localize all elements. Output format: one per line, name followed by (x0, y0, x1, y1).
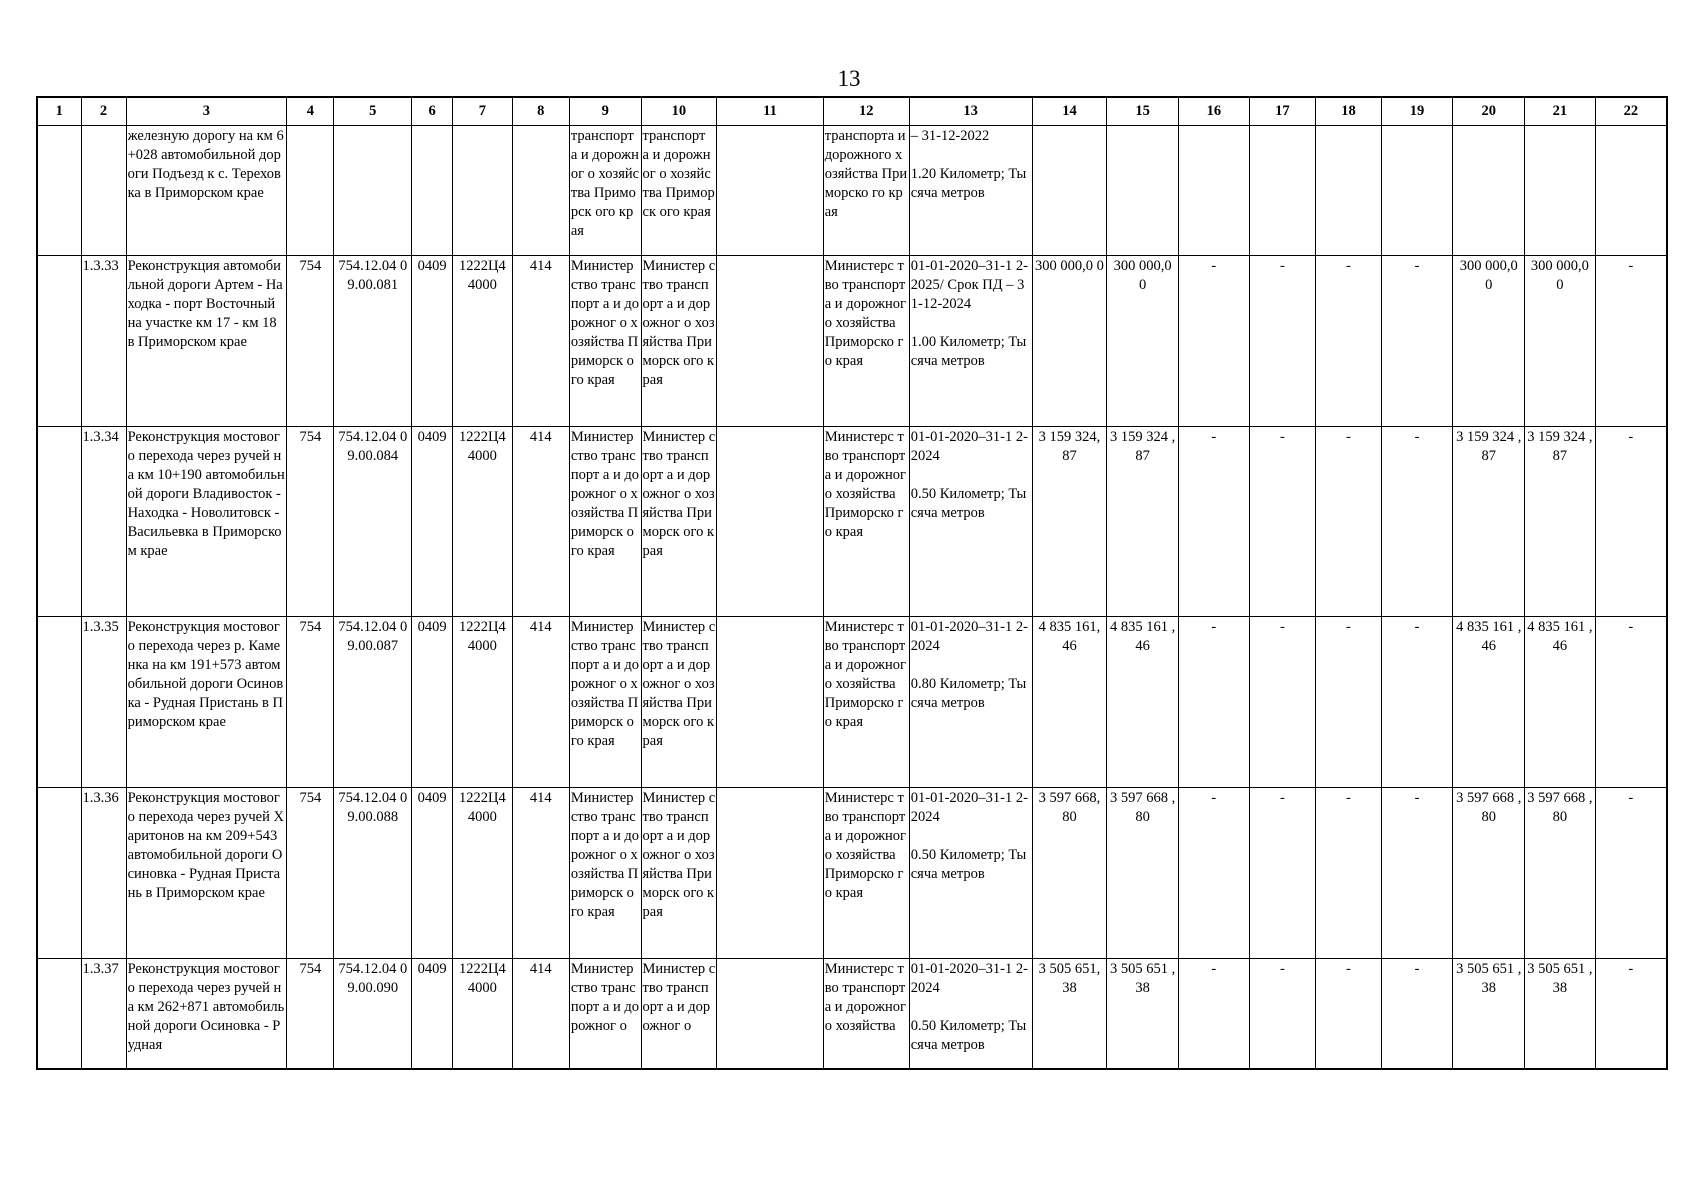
cell-col-17: - (1249, 959, 1316, 1070)
table-row (37, 256, 1667, 427)
column-header-3: 3 (126, 97, 287, 126)
cell-col-7: 1222Ц4 4000 (453, 788, 512, 959)
cell-col-10: Министер ство транспорт а и дорожног о (641, 959, 717, 1070)
cell-col-7: 1222Ц4 4000 (453, 617, 512, 788)
cell-col-21: 3 597 668 ,80 (1525, 788, 1596, 959)
cell-col-13: 01-01-2020–31-1 2-2024 0.50 Километр; Тысяча метров (909, 959, 1032, 1070)
cell-col-6: 0409 (412, 788, 453, 959)
cell-col-15: 4 835 161 ,46 (1107, 617, 1179, 788)
cell-col-15: 3 597 668 ,80 (1107, 788, 1179, 959)
cell-col-19: - (1381, 617, 1453, 788)
cell-col-22: - (1595, 959, 1667, 1070)
cell-col-8: 414 (512, 788, 569, 959)
cell-col-10: Министер ство транспорт а и дорожног о хозяйства Приморск ого края (641, 617, 717, 788)
cell-col-6: 0409 (412, 617, 453, 788)
cell-col-18 (1316, 126, 1382, 256)
cell-col-8: 414 (512, 617, 569, 788)
cell-col-8 (512, 126, 569, 256)
cell-col-3: Реконструкция автомобильной дороги Артем - Находка - порт Восточный на участке км 17 - км 18 в Приморском крае (126, 256, 287, 427)
column-header-21: 21 (1525, 97, 1596, 126)
cell-col-4: 754 (287, 256, 334, 427)
cell-col-20: 4 835 161 ,46 (1453, 617, 1525, 788)
cell-col-3: Реконструкция мостового перехода через ручей на км 262+871 автомобильной дороги Осиновка - Рудная (126, 959, 287, 1070)
cell-col-1 (37, 256, 81, 427)
cell-col-14: 300 000,0 0 (1032, 256, 1107, 427)
cell-col-15: 300 000,0 0 (1107, 256, 1179, 427)
table-row (37, 788, 1667, 959)
cell-col-14: 4 835 161, 46 (1032, 617, 1107, 788)
cell-col-10: Министер ство транспорт а и дорожног о хозяйства Приморск ого края (641, 788, 717, 959)
cell-col-18: - (1316, 617, 1382, 788)
cell-col-11 (717, 788, 823, 959)
cell-col-8: 414 (512, 959, 569, 1070)
cell-col-19: - (1381, 788, 1453, 959)
cell-col-12: транспорта и дорожного хозяйства Приморско го края (823, 126, 909, 256)
cell-col-2: 1.3.33 (81, 256, 126, 427)
cell-col-17: - (1249, 788, 1316, 959)
cell-col-19: - (1381, 256, 1453, 427)
cell-col-4: 754 (287, 427, 334, 617)
table-row (37, 617, 1667, 788)
cell-col-20: 3 505 651 ,38 (1453, 959, 1525, 1070)
cell-col-11 (717, 617, 823, 788)
cell-col-21 (1525, 126, 1596, 256)
cell-col-13: 01-01-2020–31-1 2-2024 0.50 Километр; Тысяча метров (909, 427, 1032, 617)
column-header-1: 1 (37, 97, 81, 126)
cell-col-11 (717, 126, 823, 256)
cell-col-13: 01-01-2020–31-1 2-2025/ Срок ПД – 31-12-2024 1.00 Километр; Тысяча метров (909, 256, 1032, 427)
cell-col-22: - (1595, 617, 1667, 788)
column-header-4: 4 (287, 97, 334, 126)
cell-col-2: 1.3.34 (81, 427, 126, 617)
cell-col-2: 1.3.36 (81, 788, 126, 959)
column-header-8: 8 (512, 97, 569, 126)
cell-col-6: 0409 (412, 959, 453, 1070)
column-header-6: 6 (412, 97, 453, 126)
cell-col-2: 1.3.37 (81, 959, 126, 1070)
cell-col-1 (37, 788, 81, 959)
column-header-12: 12 (823, 97, 909, 126)
cell-col-13: 01-01-2020–31-1 2-2024 0.80 Километр; Тысяча метров (909, 617, 1032, 788)
cell-col-1 (37, 617, 81, 788)
header-row (37, 97, 1667, 126)
column-header-19: 19 (1381, 97, 1453, 126)
cell-col-22 (1595, 126, 1667, 256)
cell-col-11 (717, 427, 823, 617)
column-header-14: 14 (1032, 97, 1107, 126)
column-header-11: 11 (717, 97, 823, 126)
cell-col-5: 754.12.04 09.00.084 (334, 427, 412, 617)
cell-col-10: транспорт а и дорожног о хозяйства Приморск ого края (641, 126, 717, 256)
cell-col-8: 414 (512, 427, 569, 617)
cell-col-22: - (1595, 427, 1667, 617)
cell-col-19 (1381, 126, 1453, 256)
cell-col-14 (1032, 126, 1107, 256)
cell-col-10: Министер ство транспорт а и дорожног о хозяйства Приморск ого края (641, 427, 717, 617)
cell-col-14: 3 597 668, 80 (1032, 788, 1107, 959)
cell-col-12: Министерс тво транспорта и дорожного хозяйства Приморско го края (823, 788, 909, 959)
cell-col-16: - (1179, 788, 1250, 959)
cell-col-22: - (1595, 256, 1667, 427)
cell-col-9: Министер ство транспорт а и дорожног о хозяйства Приморск ого края (569, 617, 641, 788)
page-number: 13 (837, 66, 861, 91)
column-header-18: 18 (1316, 97, 1382, 126)
cell-col-13: – 31-12-2022 1.20 Километр; Тысяча метров (909, 126, 1032, 256)
column-header-10: 10 (641, 97, 717, 126)
cell-col-19: - (1381, 427, 1453, 617)
column-header-13: 13 (909, 97, 1032, 126)
cell-col-1 (37, 126, 81, 256)
cell-col-9: транспорт а и дорожног о хозяйства Приморск ого края (569, 126, 641, 256)
cell-col-20: 3 159 324 ,87 (1453, 427, 1525, 617)
cell-col-12: Министерс тво транспорта и дорожного хозяйства (823, 959, 909, 1070)
column-header-16: 16 (1179, 97, 1250, 126)
cell-col-17: - (1249, 256, 1316, 427)
cell-col-5: 754.12.04 09.00.081 (334, 256, 412, 427)
cell-col-5: 754.12.04 09.00.090 (334, 959, 412, 1070)
cell-col-16: - (1179, 959, 1250, 1070)
cell-col-5 (334, 126, 412, 256)
cell-col-1 (37, 427, 81, 617)
cell-col-19: - (1381, 959, 1453, 1070)
column-header-15: 15 (1107, 97, 1179, 126)
cell-col-15: 3 159 324 ,87 (1107, 427, 1179, 617)
cell-col-7 (453, 126, 512, 256)
cell-col-4: 754 (287, 617, 334, 788)
program-table (36, 96, 1668, 1070)
cell-col-1 (37, 959, 81, 1070)
cell-col-3: Реконструкция мостового перехода через ручей на км 10+190 автомобильной дороги Владивосток - Находка - Новолитовск - Васильевка в Приморском крае (126, 427, 287, 617)
cell-col-21: 3 159 324 ,87 (1525, 427, 1596, 617)
column-header-17: 17 (1249, 97, 1316, 126)
column-header-22: 22 (1595, 97, 1667, 126)
cell-col-9: Министер ство транспорт а и дорожног о хозяйства Приморск ого края (569, 256, 641, 427)
cell-col-8: 414 (512, 256, 569, 427)
cell-col-7: 1222Ц4 4000 (453, 427, 512, 617)
cell-col-2: 1.3.35 (81, 617, 126, 788)
cell-col-16 (1179, 126, 1250, 256)
cell-col-11 (717, 256, 823, 427)
cell-col-3: Реконструкция мостового перехода через р. Каменка на км 191+573 автомобильной дороги Осиновка - Рудная Пристань в Приморском крае (126, 617, 287, 788)
cell-col-17 (1249, 126, 1316, 256)
table-row (37, 959, 1667, 1070)
cell-col-18: - (1316, 256, 1382, 427)
cell-col-15 (1107, 126, 1179, 256)
cell-col-4: 754 (287, 959, 334, 1070)
cell-col-6 (412, 126, 453, 256)
cell-col-14: 3 505 651, 38 (1032, 959, 1107, 1070)
cell-col-14: 3 159 324, 87 (1032, 427, 1107, 617)
table-body (37, 126, 1667, 1070)
cell-col-12: Министерс тво транспорта и дорожного хозяйства Приморско го края (823, 427, 909, 617)
cell-col-5: 754.12.04 09.00.088 (334, 788, 412, 959)
cell-col-9: Министер ство транспорт а и дорожног о (569, 959, 641, 1070)
cell-col-16: - (1179, 427, 1250, 617)
cell-col-2 (81, 126, 126, 256)
cell-col-4 (287, 126, 334, 256)
cell-col-15: 3 505 651 ,38 (1107, 959, 1179, 1070)
cell-col-18: - (1316, 788, 1382, 959)
cell-col-20 (1453, 126, 1525, 256)
cell-col-16: - (1179, 617, 1250, 788)
cell-col-9: Министер ство транспорт а и дорожног о хозяйства Приморск ого края (569, 788, 641, 959)
column-header-20: 20 (1453, 97, 1525, 126)
cell-col-7: 1222Ц4 4000 (453, 256, 512, 427)
cell-col-20: 300 000,0 0 (1453, 256, 1525, 427)
cell-col-12: Министерс тво транспорта и дорожного хозяйства Приморско го края (823, 256, 909, 427)
cell-col-20: 3 597 668 ,80 (1453, 788, 1525, 959)
cell-col-10: Министер ство транспорт а и дорожног о хозяйства Приморск ого края (641, 256, 717, 427)
cell-col-21: 300 000,0 0 (1525, 256, 1596, 427)
column-header-2: 2 (81, 97, 126, 126)
cell-col-5: 754.12.04 09.00.087 (334, 617, 412, 788)
cell-col-17: - (1249, 427, 1316, 617)
cell-col-22: - (1595, 788, 1667, 959)
cell-col-21: 3 505 651 ,38 (1525, 959, 1596, 1070)
cell-col-6: 0409 (412, 256, 453, 427)
cell-col-18: - (1316, 959, 1382, 1070)
column-header-9: 9 (569, 97, 641, 126)
cell-col-11 (717, 959, 823, 1070)
cell-col-21: 4 835 161 ,46 (1525, 617, 1596, 788)
column-header-5: 5 (334, 97, 412, 126)
cell-col-3: Реконструкция мостового перехода через ручей Харитонов на км 209+543 автомобильной дороги Осиновка - Рудная Пристань в Приморском крае (126, 788, 287, 959)
cell-col-17: - (1249, 617, 1316, 788)
cell-col-12: Министерс тво транспорта и дорожного хозяйства Приморско го края (823, 617, 909, 788)
cell-col-13: 01-01-2020–31-1 2-2024 0.50 Километр; Тысяча метров (909, 788, 1032, 959)
cell-col-18: - (1316, 427, 1382, 617)
table-row (37, 126, 1667, 256)
cell-col-16: - (1179, 256, 1250, 427)
cell-col-3: железную дорогу на км 6+028 автомобильной дороги Подъезд к с. Тереховка в Приморском крае (126, 126, 287, 256)
cell-col-7: 1222Ц4 4000 (453, 959, 512, 1070)
column-header-7: 7 (453, 97, 512, 126)
cell-col-9: Министер ство транспорт а и дорожног о хозяйства Приморск ого края (569, 427, 641, 617)
cell-col-6: 0409 (412, 427, 453, 617)
table-row (37, 427, 1667, 617)
cell-col-4: 754 (287, 788, 334, 959)
